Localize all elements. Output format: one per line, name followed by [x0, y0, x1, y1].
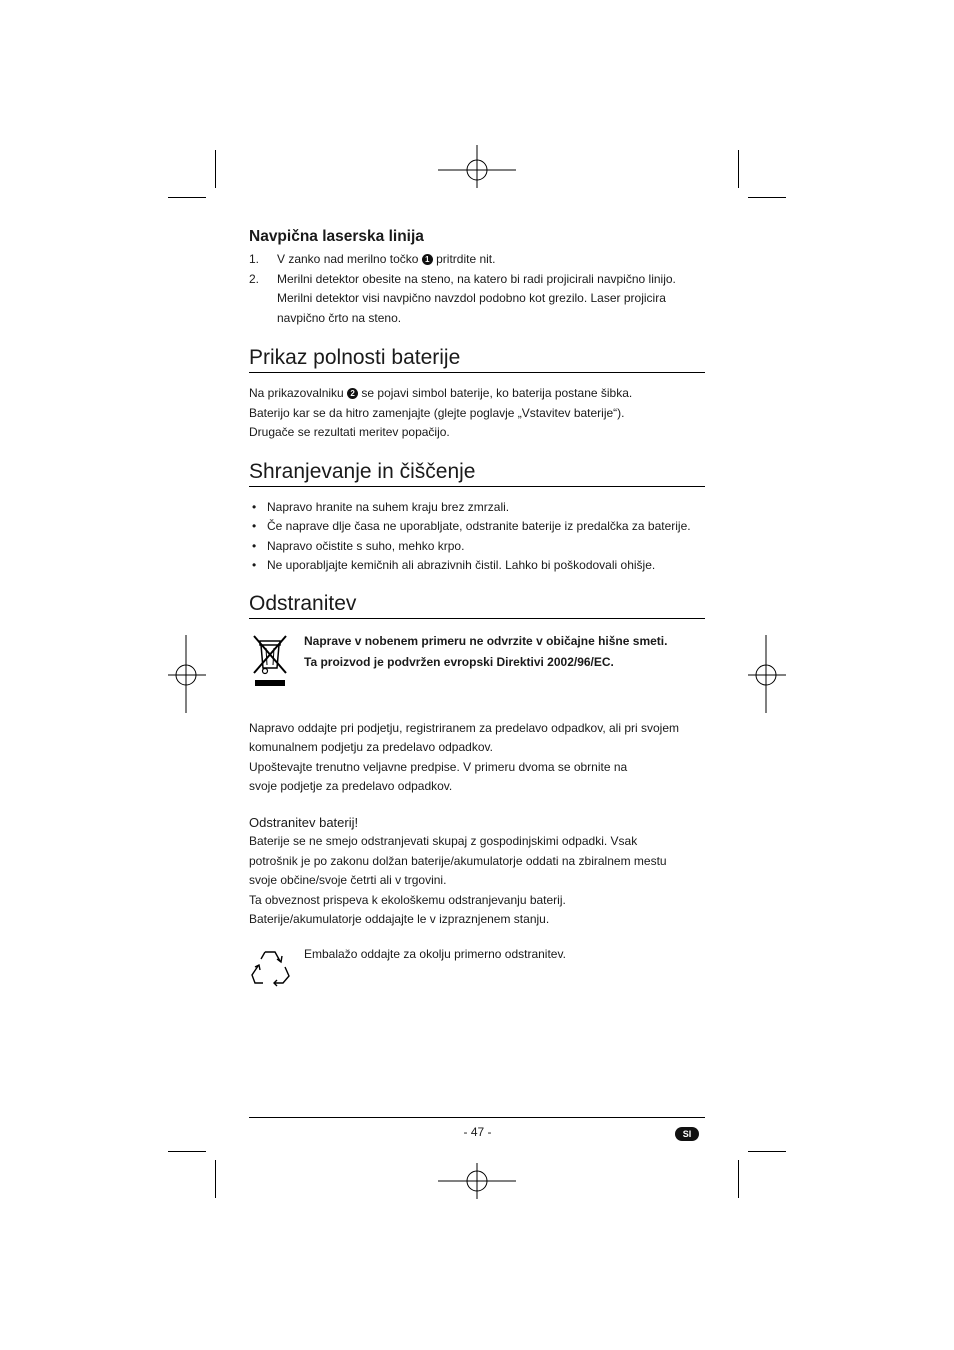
recycle-icon: [249, 947, 291, 987]
paragraph-text: Na prikazovalniku: [249, 386, 344, 400]
paragraph: Napravo oddajte pri podjetju, registriranem za predelavo odpadkov, ali pri svojem komunalnem podjetju za predelavo odpadkov.: [249, 720, 680, 754]
weee-text: [304, 631, 667, 673]
weee-notice: [249, 631, 705, 687]
page-content: [249, 228, 705, 987]
steps-list: [249, 250, 705, 328]
callout-badge: 2: [347, 388, 358, 399]
registration-mark-icon: [748, 635, 788, 715]
language-badge: SI: [675, 1127, 699, 1141]
registration-mark-icon: [438, 140, 516, 200]
paragraph: Drugače se rezultati meritev popačijo.: [249, 425, 450, 439]
paragraph-text: se pojavi simbol baterije, ko baterija postane šibka.: [361, 386, 633, 400]
step-number: 2.: [249, 271, 260, 286]
paragraph: Ta obveznost prispeva k ekološkemu odstranjevanju baterij.: [249, 892, 566, 907]
packaging-text: Embalažo oddajte za okolju primerno odstranitev.: [304, 946, 566, 961]
bullet-text: Napravo očistite s suho, mehko krpo.: [267, 538, 465, 553]
paragraph: [249, 384, 705, 404]
list-item: • Če naprave dlje časa ne uporabljate, odstranite baterije iz predalčka za baterije.: [252, 519, 691, 533]
bullet-text: Če naprave dlje časa ne uporabljate, odstranite baterije iz predalčka za baterije.: [267, 519, 691, 533]
registration-mark-icon: [168, 635, 208, 715]
section-heading: Odstranitev: [249, 592, 705, 619]
paragraph: Baterije se ne smejo odstranjevati skupaj z gospodinjskimi odpadki. Vsak potrošnik je po zakonu dolžan baterije/akumulatorje oddati na zbiralnem mestu svoje občine/svoje četrti ali v trgovini.: [249, 834, 667, 887]
list-item: [249, 250, 705, 270]
paragraph: Baterijo kar se da hitro zamenjajte (glejte poglavje „Vstavitev baterije“).: [249, 405, 625, 420]
packaging-notice: [249, 947, 705, 987]
step-text: pritrdite nit.: [436, 252, 496, 266]
section-heading: Shranjevanje in čiščenje: [249, 460, 705, 487]
registration-mark-icon: [438, 1151, 516, 1211]
paragraph: Baterije/akumulatorje oddajajte le v izpraznjenem stanju.: [249, 912, 550, 926]
section-heading: Prikaz polnosti baterije: [249, 346, 705, 373]
list-item: [249, 270, 705, 329]
paragraph: Upoštevajte trenutno veljavne predpise. V primeru dvoma se obrnite na svoje podjetje za predelavo odpadkov.: [249, 759, 628, 793]
section-heading: Navpična laserska linija: [249, 228, 424, 245]
bullet-list: [249, 498, 705, 576]
list-item: • Ne uporabljajte kemičnih ali abrazivnih čistil. Lahko bi poškodovali ohišje.: [252, 558, 656, 572]
bullet-text: Ne uporabljajte kemičnih ali abrazivnih čistil. Lahko bi poškodovali ohišje.: [267, 558, 656, 572]
list-item: • Napravo hranite na suhem kraju brez zmrzali.: [252, 499, 510, 514]
footer-divider: [249, 1117, 705, 1118]
weee-line: Ta proizvod je podvržen evropski Direktivi 2002/96/EC.: [304, 654, 614, 669]
subheading: Odstranitev baterij!: [249, 814, 359, 830]
crossed-bin-icon: [249, 631, 291, 687]
weee-line: Naprave v nobenem primeru ne odvrzite v običajne hišne smeti.: [304, 633, 668, 648]
step-text: V zanko nad merilno točko: [277, 252, 419, 266]
page-number: - 47 -: [463, 1125, 492, 1139]
step-number: 1.: [249, 252, 260, 266]
bullet-text: Napravo hranite na suhem kraju brez zmrzali.: [267, 499, 510, 514]
list-item: • Napravo očistite s suho, mehko krpo.: [252, 538, 465, 553]
step-text: Merilni detektor obesite na steno, na katero bi radi projicirali navpično linijo. Merilni detektor visi navpično navzdol podobno kot grezilo. Laser projicira navpično črto na steno.: [277, 271, 676, 325]
callout-badge: 1: [422, 254, 433, 265]
